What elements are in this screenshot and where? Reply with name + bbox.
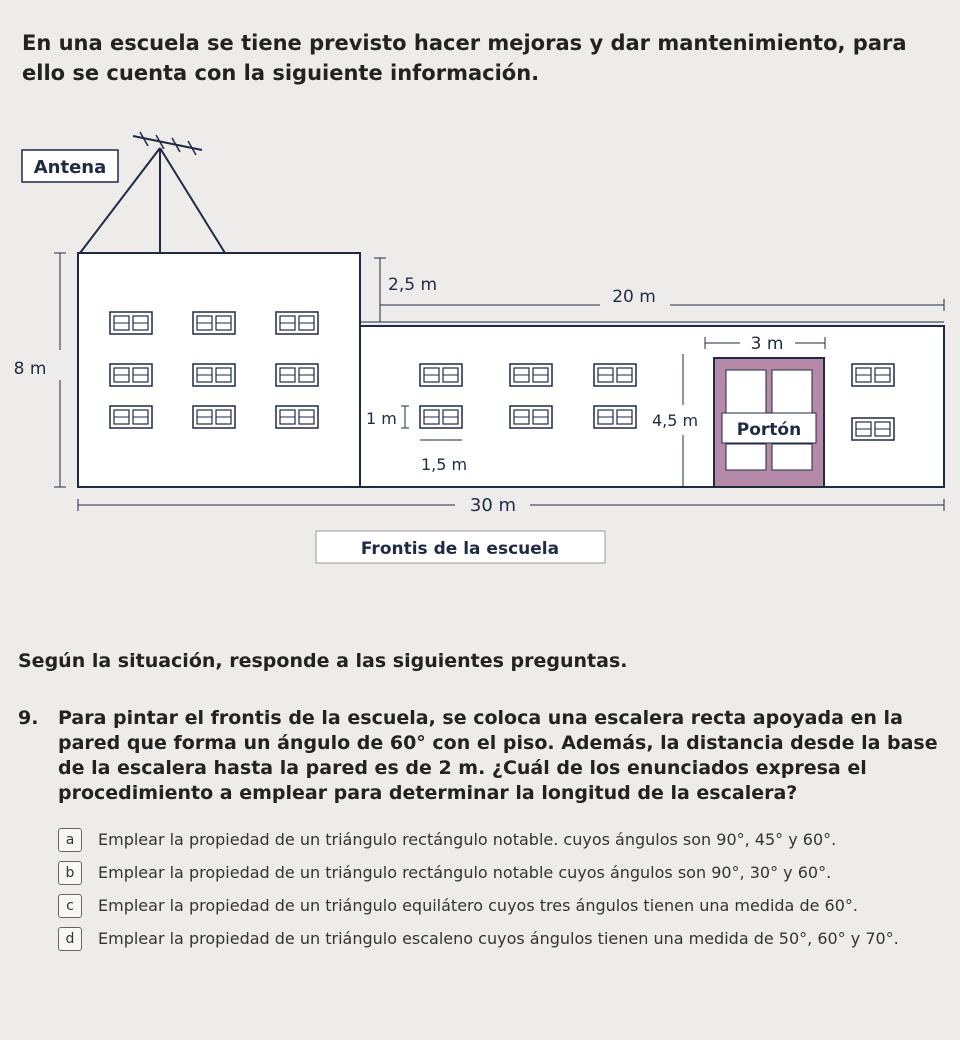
option-letter: c: [58, 894, 82, 918]
height-left-label: 8 m: [13, 359, 47, 379]
gate-label: Portón: [736, 420, 802, 440]
intro-text: En una escuela se tiene previsto hacer mejoras y dar mantenimiento, para ello se cuenta con la siguiente información.: [22, 31, 907, 85]
section-title: Según la situación, responde a las siguientes preguntas.: [18, 650, 628, 672]
option-d[interactable]: [58, 927, 948, 951]
window-width-label: 1,5 m: [420, 455, 468, 474]
question-9: [18, 706, 948, 806]
school-facade-diagram: [0, 110, 960, 570]
option-letter: d: [58, 927, 82, 951]
wing-width-label: 20 m: [612, 287, 656, 307]
gate-width-label: 3 m: [750, 334, 784, 354]
mast-height-label: 2,5 m: [388, 275, 437, 295]
question-number: 9.: [18, 707, 39, 729]
question-text: Para pintar el frontis de la escuela, se coloca una escalera recta apoyada en la pared que forma un ángulo de 60° con el piso. Además, la distancia desde la base de la escalera hasta la pared es de 2 m. ¿Cuál de los enunciados expresa el procedimiento a emplear para determinar la longitud de la escalera?: [58, 707, 938, 804]
option-text: Emplear la propiedad de un triángulo rectángulo notable. cuyos ángulos son 90°, 45° y 60°.: [98, 830, 837, 849]
answer-options: [58, 828, 948, 960]
option-letter: a: [58, 828, 82, 852]
option-letter: b: [58, 861, 82, 885]
antenna-label: Antena: [33, 157, 107, 178]
option-c[interactable]: [58, 894, 948, 918]
total-width-label: 30 m: [469, 495, 517, 516]
main-building-windows: [110, 312, 318, 428]
option-text: Emplear la propiedad de un triángulo rectángulo notable cuyos ángulos son 90°, 30° y 60°.: [98, 863, 832, 882]
option-text: Emplear la propiedad de un triángulo equilátero cuyos tres ángulos tienen una medida de 60°.: [98, 896, 858, 915]
option-b[interactable]: [58, 861, 948, 885]
window-height-label: 1 m: [366, 409, 397, 428]
option-a[interactable]: [58, 828, 948, 852]
wing-height-label: 4,5 m: [652, 411, 699, 430]
option-text: Emplear la propiedad de un triángulo escaleno cuyos ángulos tienen una medida de 50°, 60° y 70°.: [98, 929, 899, 948]
figure-caption: Frontis de la escuela: [360, 539, 560, 559]
